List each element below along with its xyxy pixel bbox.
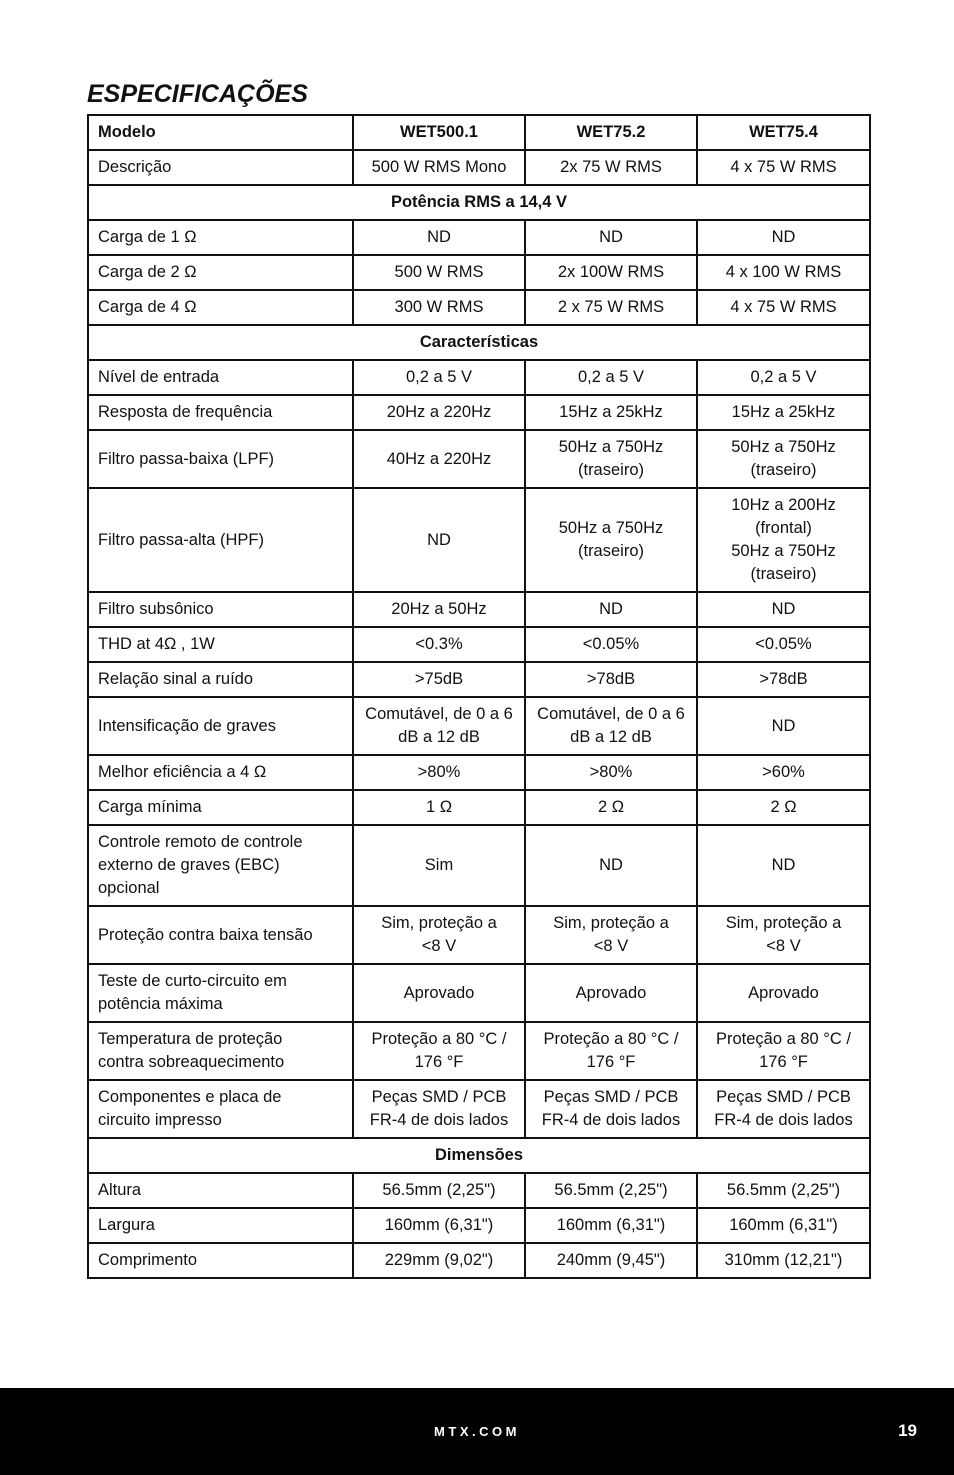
table-row: [88, 825, 870, 906]
table-header-row: [88, 115, 870, 150]
section-row: [88, 325, 870, 360]
table-row: [88, 1022, 870, 1080]
cell-value: Sim, proteção a <8 V: [353, 906, 525, 964]
table-row: [88, 1208, 870, 1243]
cell-value: 4 x 100 W RMS: [697, 255, 870, 290]
cell-value: ND: [697, 220, 870, 255]
cell-value: ND: [697, 697, 870, 755]
table-row: [88, 255, 870, 290]
cell-value: 20Hz a 50Hz: [353, 592, 525, 627]
cell-value: <0.3%: [353, 627, 525, 662]
cell-value: 56.5mm (2,25"): [525, 1173, 697, 1208]
row-label: Carga mínima: [88, 790, 353, 825]
cell-value: >60%: [697, 755, 870, 790]
cell-value: >80%: [353, 755, 525, 790]
cell-value: ND: [353, 488, 525, 592]
cell-value: 2 Ω: [697, 790, 870, 825]
cell-value: ND: [525, 220, 697, 255]
table-row: [88, 592, 870, 627]
row-label: Intensificação de graves: [88, 697, 353, 755]
cell-value: >78dB: [525, 662, 697, 697]
cell-value: Comutável, de 0 a 6 dB a 12 dB: [353, 697, 525, 755]
table-row: [88, 150, 870, 185]
cell-value: <0.05%: [525, 627, 697, 662]
row-label: Componentes e placa de circuito impresso: [88, 1080, 353, 1138]
cell-value: 2x 100W RMS: [525, 255, 697, 290]
cell-value: Aprovado: [525, 964, 697, 1022]
cell-value: 160mm (6,31"): [525, 1208, 697, 1243]
cell-value: Proteção a 80 °C / 176 °F: [697, 1022, 870, 1080]
header-cell-wet75-2: WET75.2: [525, 115, 697, 150]
cell-value: 310mm (12,21"): [697, 1243, 870, 1278]
cell-value: >80%: [525, 755, 697, 790]
cell-value: 0,2 a 5 V: [525, 360, 697, 395]
cell-value: 10Hz a 200Hz (frontal) 50Hz a 750Hz (traseiro): [697, 488, 870, 592]
row-label: Largura: [88, 1208, 353, 1243]
cell-value: 229mm (9,02"): [353, 1243, 525, 1278]
cell-value: 240mm (9,45"): [525, 1243, 697, 1278]
cell-value: 160mm (6,31"): [353, 1208, 525, 1243]
row-label: Altura: [88, 1173, 353, 1208]
table-row: [88, 697, 870, 755]
header-cell-wet75-4: WET75.4: [697, 115, 870, 150]
cell-value: Proteção a 80 °C / 176 °F: [353, 1022, 525, 1080]
row-label: Filtro passa-alta (HPF): [88, 488, 353, 592]
table-row: [88, 755, 870, 790]
row-label: Melhor eficiência a 4 Ω: [88, 755, 353, 790]
cell-value: 56.5mm (2,25"): [353, 1173, 525, 1208]
footer-bar: [0, 1388, 954, 1475]
section-row: [88, 185, 870, 220]
row-label: Controle remoto de controle externo de graves (EBC) opcional: [88, 825, 353, 906]
row-label: Filtro subsônico: [88, 592, 353, 627]
table-row: [88, 790, 870, 825]
page-title: ESPECIFICAÇÕES: [87, 80, 308, 108]
cell-value: Sim, proteção a <8 V: [697, 906, 870, 964]
cell-value: 15Hz a 25kHz: [525, 395, 697, 430]
cell-value: 50Hz a 750Hz (traseiro): [525, 430, 697, 488]
cell-value: 1 Ω: [353, 790, 525, 825]
table-row: [88, 290, 870, 325]
cell-value: 50Hz a 750Hz (traseiro): [697, 430, 870, 488]
cell-value: Sim, proteção a <8 V: [525, 906, 697, 964]
specifications-table: [87, 114, 871, 1279]
cell-value: ND: [697, 825, 870, 906]
cell-value: >75dB: [353, 662, 525, 697]
table-row: [88, 360, 870, 395]
row-label: Nível de entrada: [88, 360, 353, 395]
section-heading-potencia: Potência RMS a 14,4 V: [88, 185, 870, 220]
section-row: [88, 1138, 870, 1173]
cell-value: Peças SMD / PCB FR-4 de dois lados: [697, 1080, 870, 1138]
table-row: [88, 395, 870, 430]
cell-value: 500 W RMS Mono: [353, 150, 525, 185]
table-row: [88, 488, 870, 592]
row-label: Resposta de frequência: [88, 395, 353, 430]
table-row: [88, 430, 870, 488]
cell-value: 50Hz a 750Hz (traseiro): [525, 488, 697, 592]
cell-value: ND: [697, 592, 870, 627]
cell-value: Peças SMD / PCB FR-4 de dois lados: [525, 1080, 697, 1138]
section-heading-dimensoes: Dimensões: [88, 1138, 870, 1173]
table-row: [88, 1173, 870, 1208]
cell-value: Comutável, de 0 a 6 dB a 12 dB: [525, 697, 697, 755]
cell-value: Aprovado: [697, 964, 870, 1022]
cell-value: >78dB: [697, 662, 870, 697]
cell-value: 56.5mm (2,25"): [697, 1173, 870, 1208]
header-cell-modelo: Modelo: [88, 115, 353, 150]
cell-value: Peças SMD / PCB FR-4 de dois lados: [353, 1080, 525, 1138]
row-label: THD at 4Ω , 1W: [88, 627, 353, 662]
row-label: Proteção contra baixa tensão: [88, 906, 353, 964]
table-row: [88, 220, 870, 255]
row-label: Carga de 4 Ω: [88, 290, 353, 325]
cell-value: ND: [525, 825, 697, 906]
cell-value: Proteção a 80 °C / 176 °F: [525, 1022, 697, 1080]
row-label: Temperatura de proteção contra sobreaquecimento: [88, 1022, 353, 1080]
table-row: [88, 627, 870, 662]
cell-value: <0.05%: [697, 627, 870, 662]
cell-value: 15Hz a 25kHz: [697, 395, 870, 430]
cell-value: 0,2 a 5 V: [353, 360, 525, 395]
cell-value: Sim: [353, 825, 525, 906]
row-label: Carga de 2 Ω: [88, 255, 353, 290]
table-row: [88, 1243, 870, 1278]
footer-url: MTX.COM: [434, 1424, 520, 1439]
cell-value: 500 W RMS: [353, 255, 525, 290]
header-cell-wet500-1: WET500.1: [353, 115, 525, 150]
table-row: [88, 964, 870, 1022]
row-label: Carga de 1 Ω: [88, 220, 353, 255]
row-label: Filtro passa-baixa (LPF): [88, 430, 353, 488]
row-label: Descrição: [88, 150, 353, 185]
section-heading-caracteristicas: Características: [88, 325, 870, 360]
cell-value: 4 x 75 W RMS: [697, 150, 870, 185]
cell-value: 160mm (6,31"): [697, 1208, 870, 1243]
table-row: [88, 662, 870, 697]
page-number: 19: [898, 1421, 917, 1440]
table-row: [88, 906, 870, 964]
table-row: [88, 1080, 870, 1138]
row-label: Comprimento: [88, 1243, 353, 1278]
cell-value: 4 x 75 W RMS: [697, 290, 870, 325]
cell-value: 20Hz a 220Hz: [353, 395, 525, 430]
cell-value: 2x 75 W RMS: [525, 150, 697, 185]
cell-value: 2 x 75 W RMS: [525, 290, 697, 325]
row-label: Teste de curto-circuito em potência máxima: [88, 964, 353, 1022]
cell-value: ND: [525, 592, 697, 627]
cell-value: 40Hz a 220Hz: [353, 430, 525, 488]
cell-value: Aprovado: [353, 964, 525, 1022]
cell-value: ND: [353, 220, 525, 255]
cell-value: 300 W RMS: [353, 290, 525, 325]
row-label: Relação sinal a ruído: [88, 662, 353, 697]
cell-value: 0,2 a 5 V: [697, 360, 870, 395]
cell-value: 2 Ω: [525, 790, 697, 825]
